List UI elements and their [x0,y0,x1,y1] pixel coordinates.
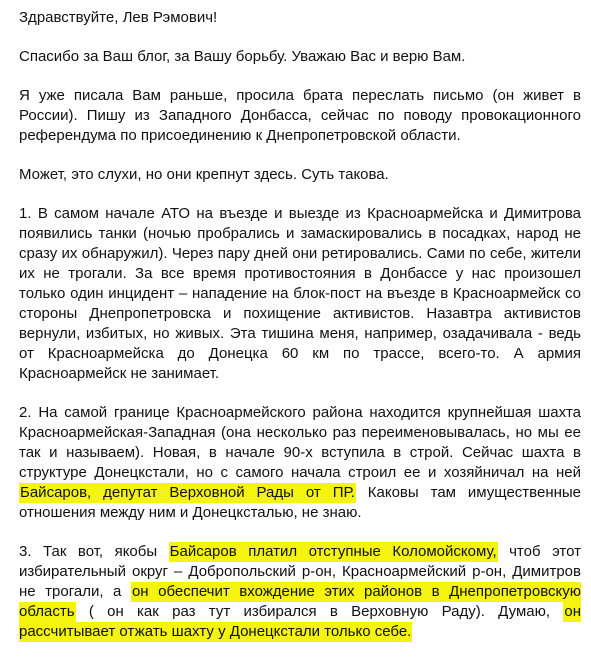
point-2-text-after: Каковы там имущественные отношения между ним и Донецксталью, не знаю. [19,484,582,521]
point-1-paragraph: 1. В самом начале АТО на въезде и выезде из Красноармейска и Димитрова появились танки (ночью пробрались и замаскировались в посадках, народ не сразу их обнаружил). Через пару дней они ретировались. Сами по себе, жители их не трогали. За все время противостояния в Донбассе у нас произошел только один инцидент – нападение на блок-пост на въезде в Красноармейск со стороны Днепропетровска и похищение активистов. Назавтра активистов вернули, избитых, но живых. Эта тишина меня, например, озадачивала - ведь от Красноармейска до Донецка 60 км по трассе, всего-то. А армия Красноармейск не занимает. [19,205,581,382]
greeting: Здравствуйте, Лев Рэмович! [19,9,218,26]
thanks-paragraph: Спасибо за Ваш блог, за Вашу борьбу. Уважаю Вас и верю Вам. [19,48,466,65]
point-3-text-1: 3. Так вот, якобы [19,543,169,560]
letter-body [19,8,581,661]
point-3-text-2: чтоб этот избирательный округ – Добропольский р-он, Красноармейский р-он, Димитров не трогали, а [19,543,581,600]
intro-paragraph: Я уже писала Вам раньше, просила брата переслать письмо (он живет в России). Пишу из Западного Донбасса, сейчас по поводу провокационного референдума по присоединению к Днепропетровской области. [19,87,581,144]
point-3-text-3: ( он как раз тут избирался в Верховную Раду). Думаю, [75,603,564,620]
point-2-text-before: 2. На самой границе Красноармейского района находится крупнейшая шахта Красноармейская-Западная (она несколько раз переименовывалась, но мы ее так и называем). Новая, в начале 90-х вступила в строй. Сейчас шахта в структуре Донецкстали, но с самого начала строил ее и хозяйничал на ней [19,404,581,481]
highlight-baisarov-paid: Байсаров платил отступные Коломойскому, [169,543,497,560]
highlight-district-entry: он обеспечит вхождение этих районов в Днепропетровскую область [19,583,581,620]
highlight-baisarov-deputy: Байсаров, депутат Верховной Рады от ПР. [20,484,355,501]
point-3-paragraph [19,542,581,642]
point-2-paragraph [19,403,581,523]
rumor-paragraph: Может, это слухи, но они крепнут здесь. Суть такова. [19,166,389,183]
highlight-mine-takeover: он рассчитывает отжать шахту у Донецкстали только себе. [19,603,581,640]
